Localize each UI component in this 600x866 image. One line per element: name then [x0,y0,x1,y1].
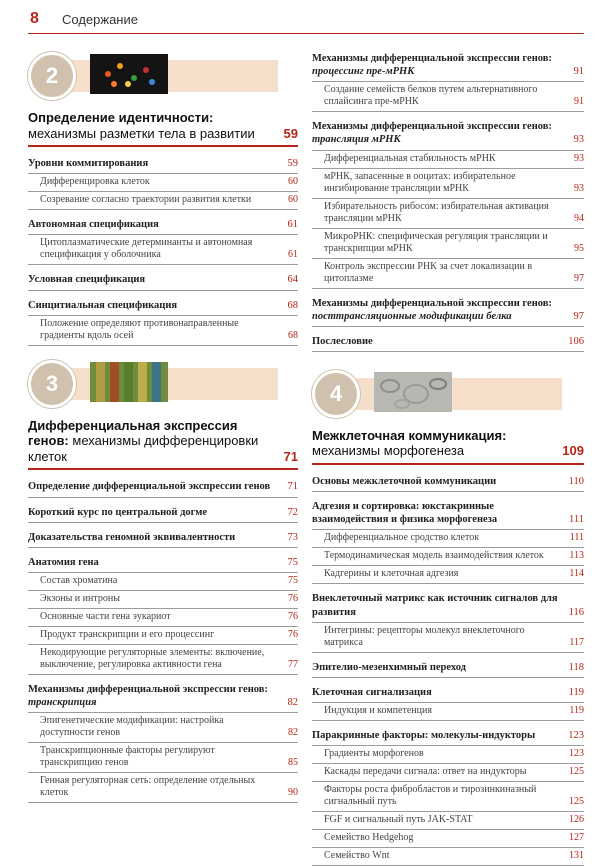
toc-entry[interactable] [28,480,298,493]
toc-entry-divider [312,81,584,82]
toc-subentry[interactable] [324,550,584,562]
toc-subentry[interactable] [324,261,584,285]
toc-entry-divider [312,622,584,623]
toc-entry-page: 123 [568,729,584,741]
toc-subentry-title: Семейство Hedgehog [324,832,414,844]
toc-entry-divider [28,290,298,291]
chapter-2-banner [28,52,298,100]
chapter-page-number: 59 [283,125,298,141]
toc-entry-title: Механизмы дифференциальной экспрессии генов: [312,53,552,64]
toc-subentry[interactable] [324,814,584,826]
toc-subentry-divider [28,209,298,210]
toc-entry-title: Анатомия гена [28,556,99,568]
toc-subentry[interactable] [324,568,584,580]
toc-subentry-divider [312,811,584,812]
chapter-title-bold: Межклеточная коммуникация: [312,427,507,443]
toc-subentry[interactable] [324,231,584,255]
toc-subentry[interactable] [40,745,298,769]
toc-entry-divider [312,326,584,327]
toc-subentry-title: Продукт транскрипции и его процессинг [40,628,215,640]
toc-entry-divider [312,529,584,530]
toc-entry[interactable] [28,506,298,519]
toc-entry-title: Уровни коммитирования [28,158,149,170]
toc-subentry-title: Положение определяют противонаправленные градиенты вдоль осей [40,317,239,341]
chapter-number-badge: 3 [28,360,76,408]
toc-entry-divider [28,173,298,174]
toc-subentry-title: Избирательность рибосом: избирательная активация трансляции мРНК [324,200,549,224]
toc-entry[interactable] [28,556,298,569]
toc-subentry-page: 127 [569,832,584,844]
toc-entry-page: 97 [573,310,584,322]
toc-subentry-divider [312,258,584,259]
toc-entry[interactable] [312,729,584,742]
toc-entry-page: 75 [287,556,298,568]
toc-subentry-title: Транскрипционные факторы регулируют транскрипцию генов [40,745,215,769]
toc-entry[interactable] [28,683,298,709]
chapter-3-banner [28,360,298,408]
chapter-title-rule [28,468,298,470]
toc-subentry-divider [312,763,584,764]
toc-entry-divider [28,572,298,573]
toc-entry-title: Послесловие [312,335,373,347]
toc-entry[interactable] [28,157,298,170]
toc-entry-title: Внеклеточный матрикс как источник сигналов для развития [312,593,558,618]
toc-subentry[interactable] [324,832,584,844]
header-divider [28,33,584,34]
toc-entry-page: 93 [573,134,584,146]
toc-subentry-page: 77 [288,658,298,670]
toc-subentry-page: 90 [288,787,298,799]
toc-entry-divider [28,522,298,523]
toc-subentry-page: 75 [288,574,298,586]
toc-subentry-title: Генная регуляторная сеть: определение отдельных клеток [40,775,256,799]
toc-subentry[interactable] [40,194,298,206]
toc-subentry-divider [28,264,298,265]
toc-entry-divider [312,677,584,678]
toc-entry-divider [28,712,298,713]
toc-entry[interactable] [312,475,584,488]
toc-subentry-divider [312,547,584,548]
toc-entry-page: 118 [568,661,584,673]
toc-subentry-title: МикроРНК: специфическая регуляция трансляции и транскрипции мРНК [324,230,548,254]
toc-subentry-page: 97 [574,272,584,284]
toc-subentry-page: 125 [569,796,584,808]
chapter-4-section [312,370,584,866]
toc-entry[interactable] [28,273,298,286]
chapter-page-number: 109 [562,443,584,459]
toc-entry-title: Условная спецификация [28,274,146,286]
toc-subentry-page: 93 [574,182,584,194]
chapter-title[interactable] [28,110,298,141]
toc-entry-title: Механизмы дифференциальной экспрессии генов: [312,121,552,133]
toc-subentry-divider [312,288,584,289]
toc-subentry-page: 85 [288,757,298,769]
toc-subentry-title: мРНК, запасенные в ооцитах: избирательное ингибирование трансляции мРНК [324,170,516,194]
toc-subentry-title: Дифференцировка клеток [40,176,150,188]
toc-subentry-page: 125 [569,766,584,778]
page-header [0,0,600,44]
toc-subentry-title: Некодирующие регуляторные элементы: включение, выключение, регулировка активности гена [40,646,265,670]
toc-subentry-divider [312,111,584,112]
chapter-title-rest: механизмы разметки тела в развитии [28,125,255,141]
toc-subentry-title: Дифференциальное сродство клеток [324,532,480,544]
toc-subentry-title: Экзоны и интроны [40,592,120,604]
toc-subentry-title: Созревание согласно траектории развития клетки [40,194,252,206]
toc-entry-title: Короткий курс по центральной догме [28,506,208,518]
toc-entry-page: 111 [569,514,584,526]
toc-subentry[interactable] [324,84,584,108]
toc-subentry-divider [312,168,584,169]
toc-entry-title: Адгезия и сортировка: юкстакринные взаимодействия и физика морфогенеза [312,501,498,526]
toc-subentry[interactable] [40,629,298,641]
toc-entry-page: 116 [568,606,584,618]
toc-subentry[interactable] [324,625,584,649]
toc-entry-page: 82 [287,697,298,709]
toc-entry-divider [28,547,298,548]
toc-subentry-divider [312,847,584,848]
chapter-title-bold: Дифференциальная экспрессия генов: [28,417,238,449]
toc-subentry-page: 114 [569,568,584,580]
toc-subentry-divider [28,590,298,591]
toc-subentry-page: 91 [574,96,584,108]
toc-subentry-page: 60 [288,176,298,188]
toc-subentry-divider [312,583,584,584]
toc-subentry-divider [312,781,584,782]
toc-subentry-page: 123 [569,748,584,760]
toc-subentry-title: Градиенты морфогенов [324,748,424,760]
toc-subentry[interactable] [324,766,584,778]
toc-entry-divider [28,315,298,316]
toc-entry[interactable] [312,500,584,526]
chapter-title[interactable] [28,418,298,465]
toc-subentry-page: 131 [569,850,584,862]
toc-subentry-divider [312,652,584,653]
toc-subentry-page: 95 [574,242,584,254]
toc-subentry-title: Каскады передачи сигнала: ответ на индукторы [324,766,527,778]
toc-entry[interactable] [312,592,584,618]
chapter-3-image [90,362,168,402]
toc-entry[interactable] [28,531,298,544]
toc-subentry-divider [28,802,298,803]
toc-entry[interactable] [312,686,584,699]
toc-entry-title: Доказательства геномной эквивалентности [28,531,236,543]
toc-subentry[interactable] [40,775,298,799]
toc-subentry-title: Интегрины: рецепторы молекул внеклеточного матрикса [324,624,525,648]
toc-subentry-page: 76 [288,610,298,622]
toc-entry-page: 73 [287,531,298,543]
toc-entry-page: 71 [287,481,298,493]
toc-entry-page: 59 [287,158,298,170]
chapter-title-rest: механизмы дифференцировки клеток [28,433,259,464]
toc-subentry-divider [28,608,298,609]
toc-subentry-title: Факторы роста фибробластов и тирозинкиназный сигнальный путь [324,784,537,808]
toc-subentry-page: 76 [288,628,298,640]
toc-subentry-title: Семейство Wnt [324,850,390,862]
chapter-2-section [28,52,298,346]
toc-entry-title: Механизмы дифференциальной экспрессии генов: [28,683,268,695]
chapter-title-rule [312,463,584,465]
chapter-title[interactable] [312,428,584,459]
chapter-number-badge: 4 [312,370,360,418]
toc-entry-page: 110 [568,476,584,488]
chapter-page-number: 71 [283,448,298,464]
toc-subentry-divider [28,345,298,346]
toc-subentry-divider [28,742,298,743]
toc-entry[interactable] [312,335,584,348]
toc-entry-page: 91 [573,66,584,78]
toc-subentry-page: 126 [569,814,584,826]
toc-entry-title: Эпителио-мезенхимный переход [312,661,466,673]
toc-entry-title: Механизмы дифференциальной экспрессии генов: [312,297,552,309]
toc-subentry-title: Индукция и компетенция [324,704,432,716]
toc-subentry[interactable] [40,611,298,623]
toc-subentry-page: 117 [569,636,584,648]
toc-entry[interactable] [312,120,584,146]
toc-subentry-title: Контроль экспрессии РНК за счет локализации в цитоплазме [324,260,533,284]
toc-subentry-page: 60 [288,194,298,206]
toc-subentry-divider [28,674,298,675]
right-column [312,44,584,866]
toc-entry[interactable] [28,299,298,312]
toc-entry-title: Автономная спецификация [28,219,159,231]
chapter-3-section [28,360,298,804]
toc-subentry[interactable] [324,201,584,225]
toc-subentry-title: Дифференциальная стабильность мРНК [324,152,496,164]
toc-entry-divider [28,234,298,235]
toc-subentry-page: 76 [288,592,298,604]
page-title: Содержание [62,12,138,27]
chapter-title-rule [28,145,298,147]
toc-subentry-divider [312,228,584,229]
toc-entry[interactable] [312,297,584,323]
toc-subentry-page: 61 [288,249,298,261]
toc-subentry-divider [312,198,584,199]
toc-entry-page: 119 [568,686,584,698]
toc-subentry-title: Цитоплазматические детерминанты и автономная спецификация у оболочника [40,237,253,261]
page-number: 8 [30,10,39,27]
toc-subentry[interactable] [40,575,298,587]
toc-entry-title: Синцитиальная спецификация [28,299,178,311]
toc-entry-emphasis: процессинг пре-мРНК [312,66,415,78]
left-column [28,44,298,803]
toc-entry[interactable] [312,661,584,674]
toc-entry[interactable] [28,218,298,231]
toc-entry-page: 61 [287,219,298,231]
chapter-4-image [374,372,452,412]
toc-entry-page: 64 [287,274,298,286]
toc-subentry-title: Термодинамическая модель взаимодействия клеток [324,550,544,562]
toc-subentry[interactable] [40,715,298,739]
toc-subentry[interactable] [324,171,584,195]
toc-subentry[interactable] [40,318,298,342]
toc-subentry[interactable] [40,176,298,188]
toc-entry[interactable] [312,52,584,78]
toc-subentry-divider [312,565,584,566]
toc-subentry-divider [28,772,298,773]
toc-subentry[interactable] [324,705,584,717]
toc-subentry[interactable] [324,153,584,165]
toc-entry-divider [312,745,584,746]
toc-subentry-divider [28,644,298,645]
toc-subentry-page: 93 [574,152,584,164]
toc-entry-divider [312,351,584,352]
toc-entry-divider [312,150,584,151]
toc-entry-title: Паракринные факторы: молекулы-индукторы [312,729,536,741]
toc-entry-divider [28,497,298,498]
toc-subentry-title: Состав хроматина [40,574,118,586]
toc-subentry-page: 94 [574,212,584,224]
toc-subentry-divider [28,191,298,192]
toc-entry-emphasis: посттрансляционные модификации белка [312,310,512,322]
toc-subentry[interactable] [324,784,584,808]
toc-subentry[interactable] [324,532,584,544]
toc-subentry-title: FGF и сигнальный путь JAK-STAT [324,814,473,826]
toc-entry-title: Основы межклеточной коммуникации [312,476,497,488]
toc-entry-divider [312,491,584,492]
toc-subentry-page: 82 [288,727,298,739]
toc-subentry-title: Создание семейств белков путем альтернативного сплайсинга пре-мРНК [324,84,538,108]
toc-subentry-divider [312,720,584,721]
toc-subentry-title: Кадгерины и клеточная адгезия [324,568,459,580]
toc-subentry-page: 111 [569,532,584,544]
toc-entry-divider [312,702,584,703]
chapter-3-continued-section [312,52,584,352]
toc-entry-title: Клеточная сигнализация [312,686,432,698]
toc-subentry[interactable] [40,593,298,605]
toc-subentry[interactable] [40,237,298,261]
toc-entry-page: 106 [568,335,584,347]
toc-subentry-title: Эпигенетические модификации: настройка доступности генов [40,715,224,739]
chapter-title-rest: механизмы морфогенеза [312,443,465,459]
toc-subentry-divider [312,829,584,830]
chapter-title-bold: Определение идентичности: [28,110,214,125]
toc-entry-page: 72 [287,506,298,518]
toc-subentry[interactable] [324,850,584,862]
chapter-4-banner [312,370,584,418]
toc-entry-emphasis: трансляция мРНК [312,134,401,146]
toc-subentry-page: 119 [569,704,584,716]
toc-subentry-divider [28,626,298,627]
toc-subentry-page: 113 [569,550,584,562]
chapter-number-badge: 2 [28,52,76,100]
chapter-2-image [90,54,168,94]
toc-subentry-page: 68 [288,329,298,341]
toc-entry-emphasis: транскрипция [28,697,97,709]
toc-subentry[interactable] [40,647,298,671]
toc-entry-title: Определение дифференциальной экспрессии генов [28,481,271,493]
toc-subentry-title: Основные части гена эукариот [40,610,171,622]
toc-entry-page: 68 [287,299,298,311]
